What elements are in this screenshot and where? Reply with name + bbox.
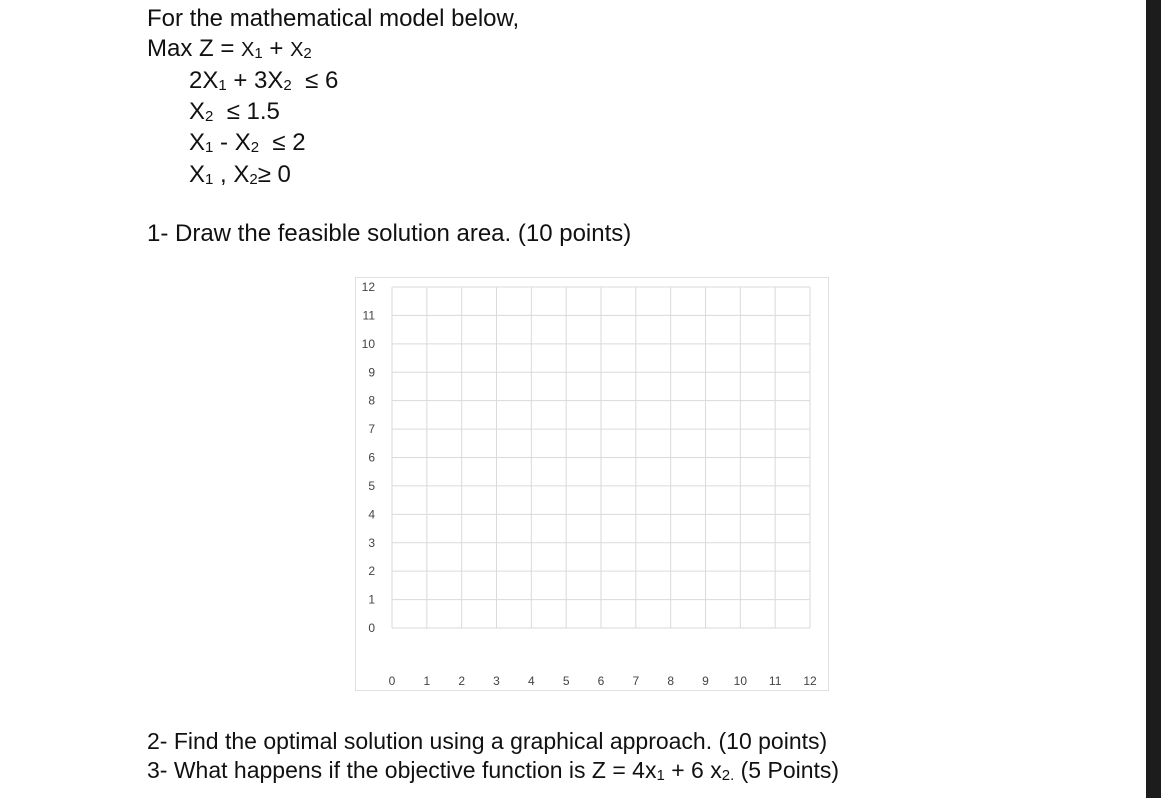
objective-var-2: X (290, 39, 304, 61)
c1-a: 2X (189, 67, 219, 94)
x-tick-label-2: 2 (458, 674, 466, 688)
chart-svg (356, 278, 828, 690)
x-tick-label-8: 8 (667, 674, 675, 688)
objective-var-1: X (241, 39, 255, 61)
y-tick-label-10: 10 (361, 336, 375, 351)
q3-sub-1: 1 (656, 767, 665, 784)
c4-sub1: 1 (205, 171, 214, 188)
y-tick-label-11: 11 (362, 308, 375, 323)
constraint-1 (189, 66, 338, 101)
intro-text: For the mathematical model below, (147, 5, 520, 32)
y-tick-label-7: 7 (368, 422, 375, 437)
c1-c: ≤ 6 (291, 67, 339, 94)
x-tick-label-5: 5 (562, 674, 570, 688)
objective-function (147, 34, 312, 69)
y-tick-label-9: 9 (368, 365, 375, 380)
c3-c: ≤ 2 (259, 129, 306, 156)
x-tick-label-0: 0 (388, 674, 396, 688)
objective-sub-2: 2 (303, 45, 312, 62)
q3-text-c: (5 Points) (734, 757, 840, 783)
x-tick-label-7: 7 (632, 674, 640, 688)
y-tick-label-4: 4 (368, 507, 375, 522)
x-tick-label-10: 10 (733, 674, 748, 688)
c4-b: , X (213, 161, 250, 188)
q3-text-b: + 6 x (664, 757, 722, 783)
x-tick-label-12: 12 (803, 674, 817, 688)
y-tick-label-12: 12 (361, 280, 375, 294)
c3-b: - X (213, 129, 251, 156)
c3-sub2: 2 (250, 139, 260, 156)
y-tick-label-3: 3 (368, 535, 375, 550)
x-tick-label-11: 11 (768, 674, 782, 688)
objective-op: + (262, 35, 291, 62)
q3-sub-2: 2. (721, 767, 735, 784)
c2-sub1: 2 (205, 108, 214, 125)
c3-a: X (189, 129, 206, 156)
y-tick-label-5: 5 (368, 478, 375, 493)
c4-c: ≥ 0 (257, 161, 291, 188)
x-tick-label-4: 4 (527, 674, 535, 688)
y-tick-label-6: 6 (368, 450, 375, 465)
question-3 (147, 755, 839, 791)
c1-sub1: 1 (218, 77, 227, 94)
y-tick-label-1: 1 (368, 592, 375, 607)
graph-paper-chart (355, 277, 829, 691)
y-tick-label-0: 0 (368, 621, 375, 635)
objective-sub-1: 1 (254, 45, 263, 62)
c4-a: X (189, 161, 206, 188)
x-tick-label-1: 1 (423, 674, 431, 688)
c2-a: X (189, 98, 206, 125)
question-2: 2- Find the optimal solution using a graphical approach. (10 points) (147, 728, 828, 754)
x-tick-label-6: 6 (597, 674, 605, 688)
objective-prefix: Max Z = (147, 35, 242, 62)
c3-sub1: 1 (205, 139, 214, 156)
constraint-2 (189, 97, 280, 132)
x-tick-label-3: 3 (493, 674, 500, 688)
constraint-4 (189, 160, 291, 195)
question-1: 1- Draw the feasible solution area. (10 points) (147, 220, 632, 247)
x-tick-label-9: 9 (702, 674, 709, 688)
c4-sub2: 2 (249, 171, 258, 188)
c1-b: + 3X (226, 67, 284, 94)
c2-b: ≤ 1.5 (213, 98, 280, 125)
constraint-3 (189, 128, 306, 163)
q3-text-a: 3- What happens if the objective function is Z = 4x (147, 757, 657, 783)
y-tick-label-8: 8 (368, 393, 375, 408)
y-tick-label-2: 2 (368, 564, 375, 579)
c1-sub2: 2 (283, 77, 292, 94)
